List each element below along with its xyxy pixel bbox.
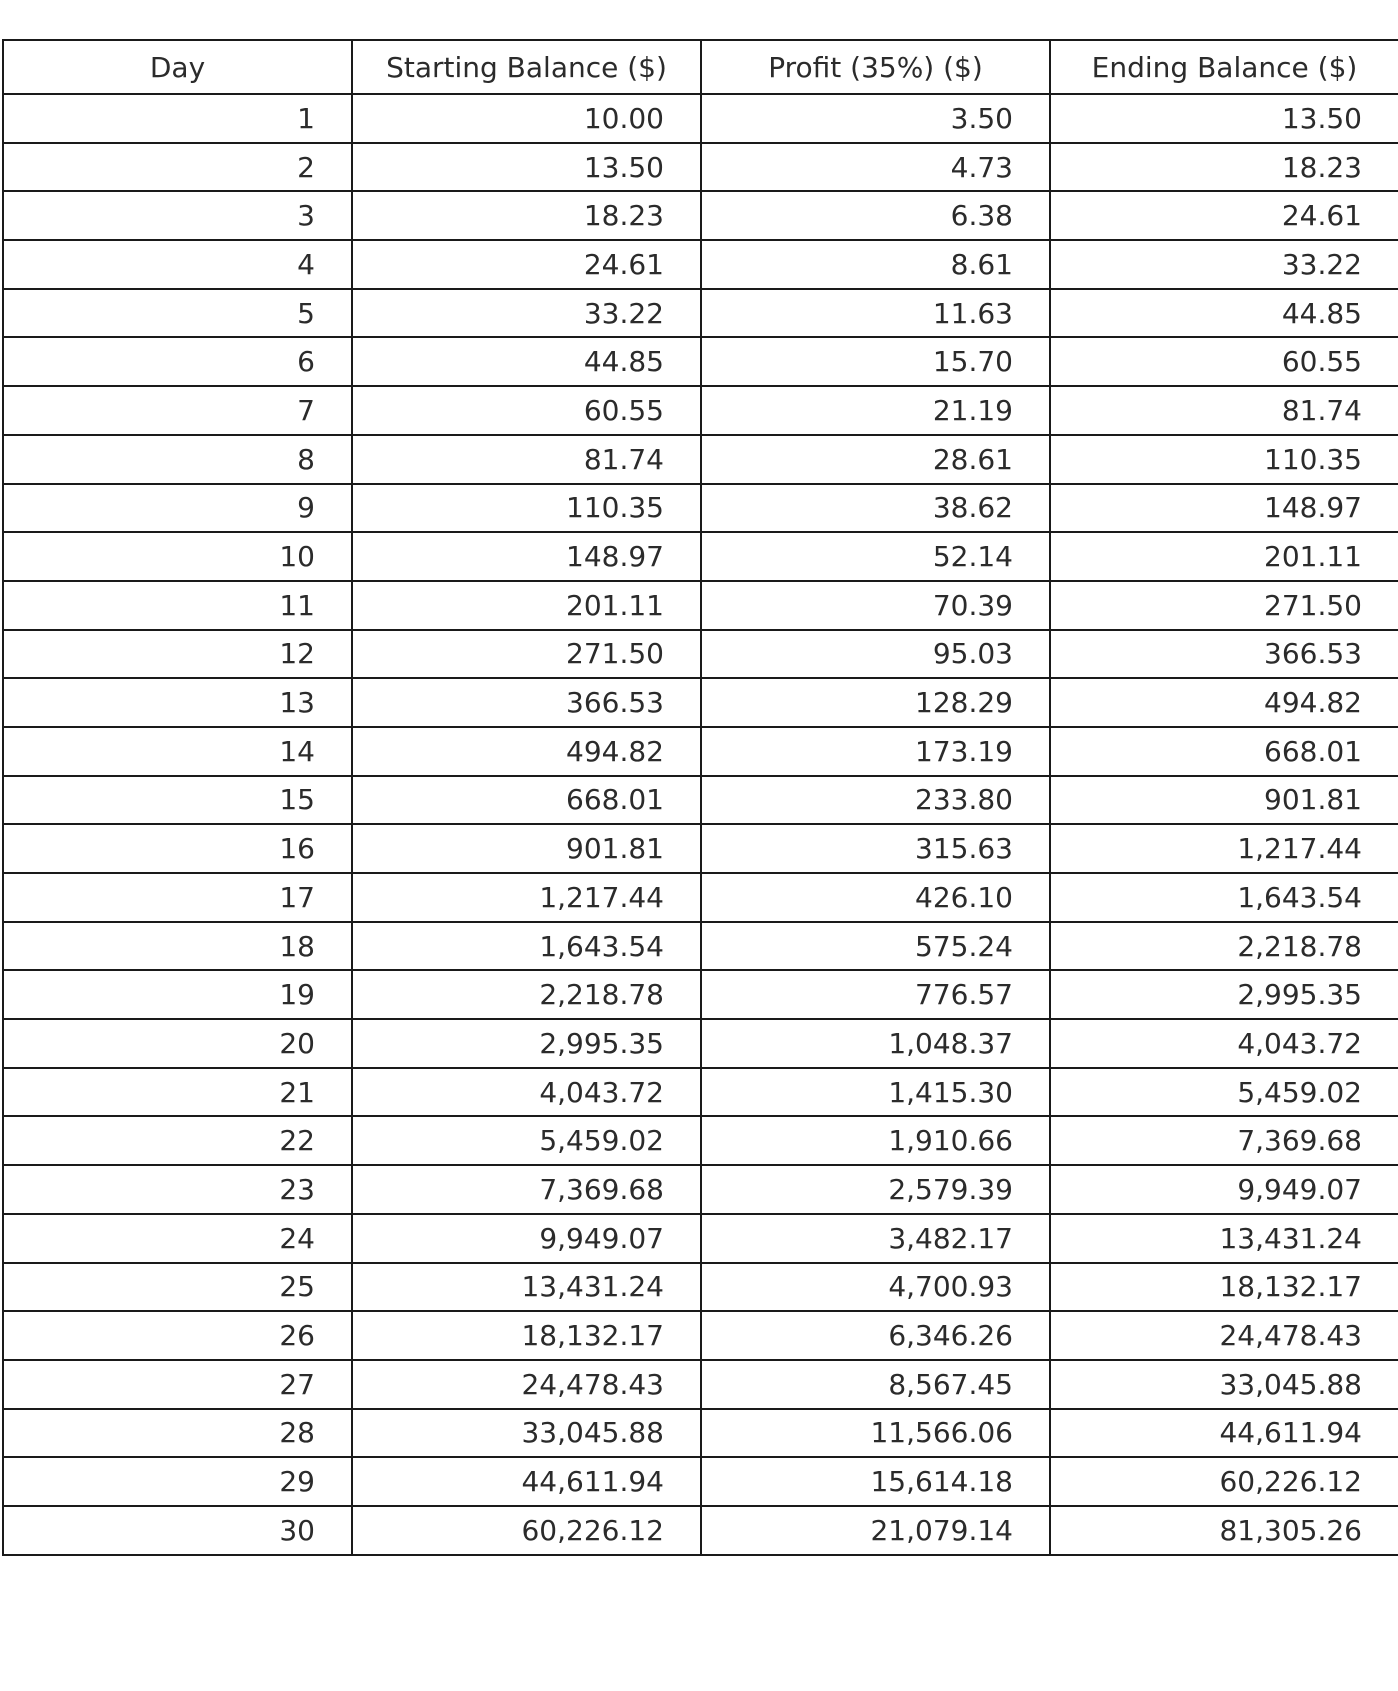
cell-day: 14 (3, 727, 352, 776)
cell-profit: 38.62 (701, 484, 1050, 533)
cell-day: 4 (3, 240, 352, 289)
cell-day: 9 (3, 484, 352, 533)
cell-ending-balance: 1,217.44 (1050, 824, 1398, 873)
cell-ending-balance: 60.55 (1050, 337, 1398, 386)
table-row (3, 824, 1398, 873)
table-row (3, 727, 1398, 776)
cell-profit: 1,048.37 (701, 1019, 1050, 1068)
cell-starting-balance: 201.11 (352, 581, 701, 630)
cell-starting-balance: 271.50 (352, 630, 701, 679)
cell-day: 2 (3, 143, 352, 192)
cell-profit: 4.73 (701, 143, 1050, 192)
table-row (3, 1311, 1398, 1360)
cell-profit: 1,910.66 (701, 1116, 1050, 1165)
cell-day: 11 (3, 581, 352, 630)
cell-ending-balance: 148.97 (1050, 484, 1398, 533)
cell-starting-balance: 13,431.24 (352, 1263, 701, 1312)
cell-starting-balance: 494.82 (352, 727, 701, 776)
cell-profit: 11.63 (701, 289, 1050, 338)
cell-profit: 6.38 (701, 191, 1050, 240)
cell-starting-balance: 81.74 (352, 435, 701, 484)
cell-ending-balance: 7,369.68 (1050, 1116, 1398, 1165)
table-row (3, 289, 1398, 338)
cell-day: 18 (3, 922, 352, 971)
balance-table (2, 39, 1398, 1556)
table-row (3, 581, 1398, 630)
table-row (3, 386, 1398, 435)
cell-ending-balance: 9,949.07 (1050, 1165, 1398, 1214)
cell-starting-balance: 44,611.94 (352, 1457, 701, 1506)
cell-ending-balance: 33.22 (1050, 240, 1398, 289)
cell-day: 7 (3, 386, 352, 435)
cell-ending-balance: 13.50 (1050, 94, 1398, 143)
cell-profit: 21,079.14 (701, 1506, 1050, 1555)
cell-starting-balance: 24.61 (352, 240, 701, 289)
cell-starting-balance: 366.53 (352, 678, 701, 727)
cell-ending-balance: 1,643.54 (1050, 873, 1398, 922)
cell-day: 20 (3, 1019, 352, 1068)
table-row (3, 873, 1398, 922)
cell-profit: 52.14 (701, 532, 1050, 581)
cell-ending-balance: 33,045.88 (1050, 1360, 1398, 1409)
cell-ending-balance: 110.35 (1050, 435, 1398, 484)
cell-ending-balance: 13,431.24 (1050, 1214, 1398, 1263)
cell-day: 16 (3, 824, 352, 873)
cell-profit: 8.61 (701, 240, 1050, 289)
cell-starting-balance: 13.50 (352, 143, 701, 192)
table-row (3, 1360, 1398, 1409)
cell-profit: 173.19 (701, 727, 1050, 776)
cell-profit: 15.70 (701, 337, 1050, 386)
cell-ending-balance: 201.11 (1050, 532, 1398, 581)
cell-starting-balance: 148.97 (352, 532, 701, 581)
table-row (3, 240, 1398, 289)
table-row (3, 532, 1398, 581)
table-row (3, 1506, 1398, 1555)
table-row (3, 1457, 1398, 1506)
cell-day: 25 (3, 1263, 352, 1312)
cell-ending-balance: 494.82 (1050, 678, 1398, 727)
cell-day: 5 (3, 289, 352, 338)
cell-profit: 28.61 (701, 435, 1050, 484)
cell-starting-balance: 4,043.72 (352, 1068, 701, 1117)
table-row (3, 678, 1398, 727)
cell-ending-balance: 81,305.26 (1050, 1506, 1398, 1555)
table-row (3, 922, 1398, 971)
cell-ending-balance: 5,459.02 (1050, 1068, 1398, 1117)
table-row (3, 776, 1398, 825)
cell-profit: 11,566.06 (701, 1409, 1050, 1458)
cell-profit: 3.50 (701, 94, 1050, 143)
table-row (3, 1116, 1398, 1165)
cell-profit: 315.63 (701, 824, 1050, 873)
cell-profit: 8,567.45 (701, 1360, 1050, 1409)
cell-day: 26 (3, 1311, 352, 1360)
cell-day: 8 (3, 435, 352, 484)
cell-starting-balance: 44.85 (352, 337, 701, 386)
cell-day: 27 (3, 1360, 352, 1409)
cell-starting-balance: 60,226.12 (352, 1506, 701, 1555)
cell-profit: 4,700.93 (701, 1263, 1050, 1312)
table-body (3, 94, 1398, 1555)
table-row (3, 484, 1398, 533)
cell-profit: 1,415.30 (701, 1068, 1050, 1117)
cell-profit: 3,482.17 (701, 1214, 1050, 1263)
cell-profit: 21.19 (701, 386, 1050, 435)
cell-ending-balance: 366.53 (1050, 630, 1398, 679)
cell-starting-balance: 1,217.44 (352, 873, 701, 922)
table-row (3, 1019, 1398, 1068)
cell-profit: 2,579.39 (701, 1165, 1050, 1214)
cell-ending-balance: 901.81 (1050, 776, 1398, 825)
cell-ending-balance: 4,043.72 (1050, 1019, 1398, 1068)
cell-starting-balance: 33,045.88 (352, 1409, 701, 1458)
cell-profit: 776.57 (701, 970, 1050, 1019)
cell-starting-balance: 10.00 (352, 94, 701, 143)
cell-day: 22 (3, 1116, 352, 1165)
cell-profit: 15,614.18 (701, 1457, 1050, 1506)
cell-starting-balance: 110.35 (352, 484, 701, 533)
table-row (3, 435, 1398, 484)
table-row (3, 94, 1398, 143)
cell-starting-balance: 60.55 (352, 386, 701, 435)
cell-starting-balance: 33.22 (352, 289, 701, 338)
cell-starting-balance: 5,459.02 (352, 1116, 701, 1165)
cell-starting-balance: 18,132.17 (352, 1311, 701, 1360)
cell-day: 1 (3, 94, 352, 143)
table-row (3, 1263, 1398, 1312)
table-row (3, 143, 1398, 192)
cell-day: 17 (3, 873, 352, 922)
header-profit: Profit (35%) ($) (701, 40, 1050, 94)
table-row (3, 191, 1398, 240)
cell-starting-balance: 901.81 (352, 824, 701, 873)
cell-day: 30 (3, 1506, 352, 1555)
cell-starting-balance: 24,478.43 (352, 1360, 701, 1409)
cell-ending-balance: 668.01 (1050, 727, 1398, 776)
cell-starting-balance: 1,643.54 (352, 922, 701, 971)
cell-ending-balance: 60,226.12 (1050, 1457, 1398, 1506)
cell-ending-balance: 2,995.35 (1050, 970, 1398, 1019)
table-row (3, 970, 1398, 1019)
cell-starting-balance: 2,995.35 (352, 1019, 701, 1068)
table-row (3, 1068, 1398, 1117)
header-day: Day (3, 40, 352, 94)
cell-profit: 575.24 (701, 922, 1050, 971)
cell-profit: 233.80 (701, 776, 1050, 825)
cell-ending-balance: 44,611.94 (1050, 1409, 1398, 1458)
cell-ending-balance: 271.50 (1050, 581, 1398, 630)
cell-day: 23 (3, 1165, 352, 1214)
cell-day: 24 (3, 1214, 352, 1263)
cell-starting-balance: 9,949.07 (352, 1214, 701, 1263)
table-row (3, 1409, 1398, 1458)
cell-profit: 6,346.26 (701, 1311, 1050, 1360)
table-row (3, 337, 1398, 386)
cell-day: 10 (3, 532, 352, 581)
balance-table-container (2, 39, 1398, 1556)
cell-profit: 128.29 (701, 678, 1050, 727)
table-row (3, 1214, 1398, 1263)
cell-ending-balance: 18.23 (1050, 143, 1398, 192)
table-row (3, 630, 1398, 679)
cell-profit: 426.10 (701, 873, 1050, 922)
cell-day: 28 (3, 1409, 352, 1458)
cell-day: 19 (3, 970, 352, 1019)
table-row (3, 1165, 1398, 1214)
cell-ending-balance: 2,218.78 (1050, 922, 1398, 971)
cell-day: 12 (3, 630, 352, 679)
cell-starting-balance: 18.23 (352, 191, 701, 240)
table-header-row (3, 40, 1398, 94)
cell-starting-balance: 7,369.68 (352, 1165, 701, 1214)
cell-day: 6 (3, 337, 352, 386)
cell-starting-balance: 668.01 (352, 776, 701, 825)
cell-day: 13 (3, 678, 352, 727)
cell-profit: 70.39 (701, 581, 1050, 630)
cell-starting-balance: 2,218.78 (352, 970, 701, 1019)
cell-ending-balance: 24,478.43 (1050, 1311, 1398, 1360)
cell-ending-balance: 18,132.17 (1050, 1263, 1398, 1312)
cell-day: 29 (3, 1457, 352, 1506)
cell-profit: 95.03 (701, 630, 1050, 679)
header-ending-balance: Ending Balance ($) (1050, 40, 1398, 94)
cell-ending-balance: 44.85 (1050, 289, 1398, 338)
header-starting-balance: Starting Balance ($) (352, 40, 701, 94)
cell-day: 15 (3, 776, 352, 825)
cell-day: 21 (3, 1068, 352, 1117)
cell-ending-balance: 81.74 (1050, 386, 1398, 435)
cell-day: 3 (3, 191, 352, 240)
cell-ending-balance: 24.61 (1050, 191, 1398, 240)
